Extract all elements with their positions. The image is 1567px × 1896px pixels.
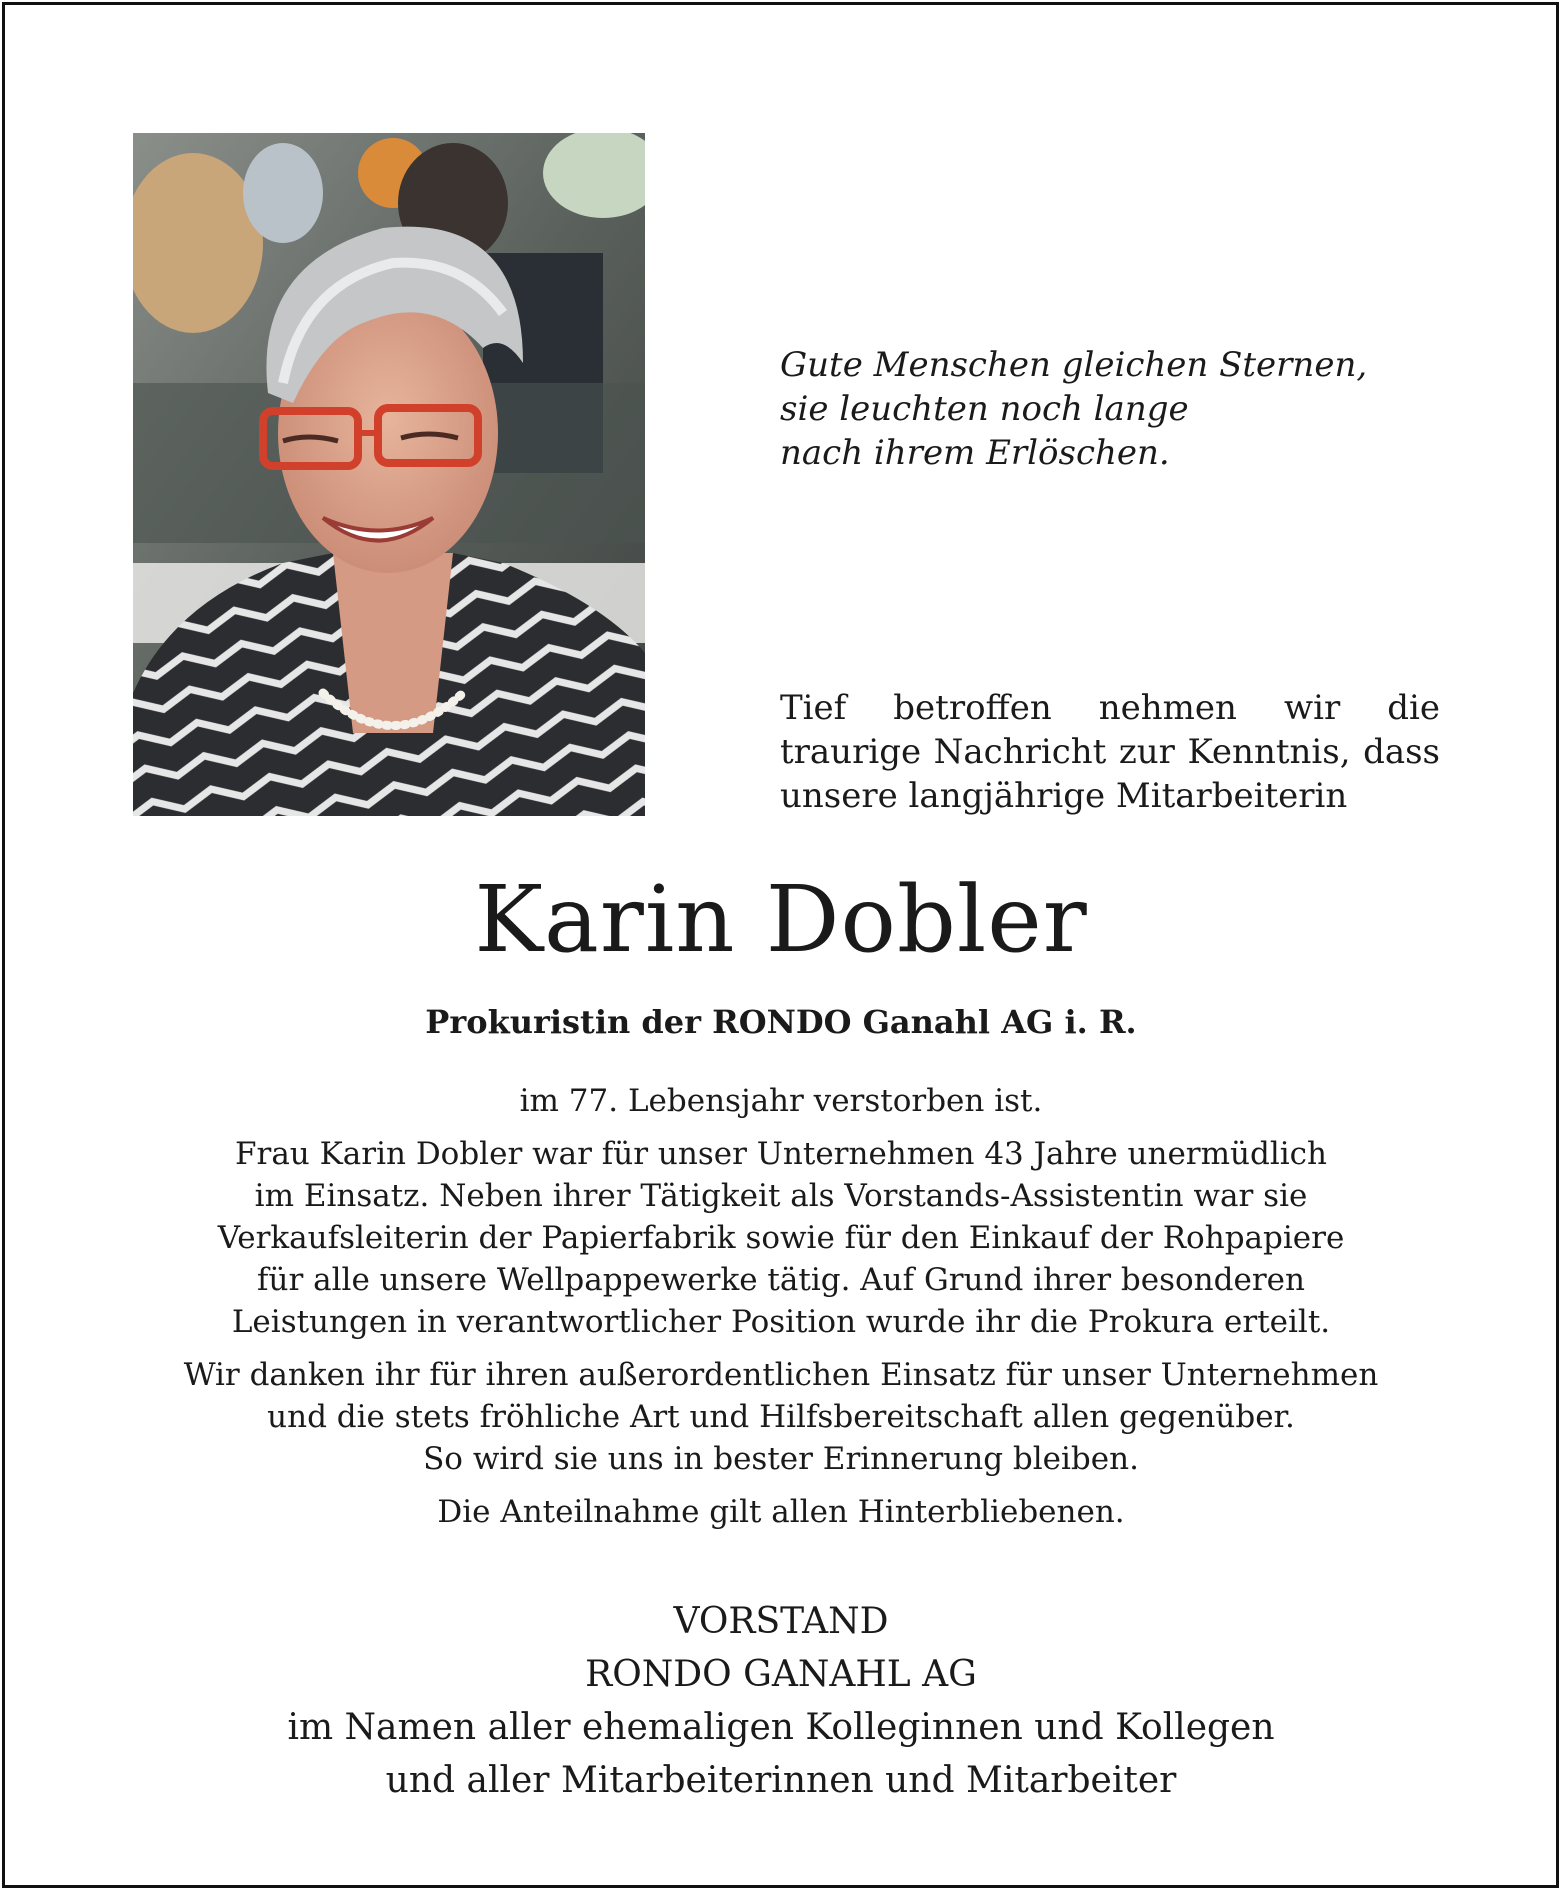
- deceased-role: Prokuristin der RONDO Ganahl AG i. R.: [425, 1003, 1137, 1041]
- signature-block: [5, 1595, 1557, 1807]
- career-paragraph: [105, 1133, 1457, 1343]
- age-line: im 77. Lebensjahr verstorben ist.: [519, 1083, 1043, 1119]
- thanks-line: und die stets fröhliche Art und Hilfsbereitschaft allen gegenüber.: [267, 1399, 1295, 1435]
- career-line: Leistungen in verantwortlicher Position wurde ihr die Prokura erteilt.: [231, 1304, 1331, 1340]
- portrait-photo: [133, 133, 645, 816]
- obituary-notice: [2, 2, 1559, 1888]
- career-line: Verkaufsleiterin der Papierfabrik sowie für den Einkauf der Rohpapiere: [217, 1220, 1345, 1256]
- thanks-paragraph: [105, 1354, 1457, 1480]
- career-line: für alle unsere Wellpappewerke tätig. Auf Grund ihrer besonderen: [257, 1262, 1305, 1298]
- signature-line: VORSTAND: [673, 1601, 889, 1642]
- obituary-body: [105, 1080, 1457, 1544]
- intro-text: Tief betroffen nehmen wir die traurige Nachricht zur Kenntnis, dass unsere langjährige Mitarbeiterin: [780, 688, 1440, 816]
- condolence-line: Die Anteilnahme gilt allen Hinterbliebenen.: [437, 1494, 1125, 1530]
- motto-line: nach ihrem Erlöschen.: [780, 433, 1170, 473]
- signature-line: und aller Mitarbeiterinnen und Mitarbeiter: [385, 1760, 1177, 1801]
- motto-line: sie leuchten noch lange: [780, 389, 1189, 429]
- motto-line: Gute Menschen gleichen Sternen,: [780, 345, 1368, 385]
- signature-line: RONDO GANAHL AG: [585, 1654, 977, 1695]
- portrait-image: [133, 133, 645, 816]
- thanks-line: So wird sie uns in bester Erinnerung bleiben.: [423, 1441, 1139, 1477]
- motto-quote: [780, 343, 1500, 475]
- signature-line: im Namen aller ehemaligen Kolleginnen und Kollegen: [287, 1707, 1275, 1748]
- career-line: im Einsatz. Neben ihrer Tätigkeit als Vorstands-Assistentin war sie: [254, 1178, 1308, 1214]
- deceased-name: Karin Dobler: [474, 866, 1088, 973]
- career-line: Frau Karin Dobler war für unser Unternehmen 43 Jahre unermüdlich: [235, 1136, 1327, 1172]
- thanks-line: Wir danken ihr für ihren außerordentlichen Einsatz für unser Unternehmen: [183, 1357, 1379, 1393]
